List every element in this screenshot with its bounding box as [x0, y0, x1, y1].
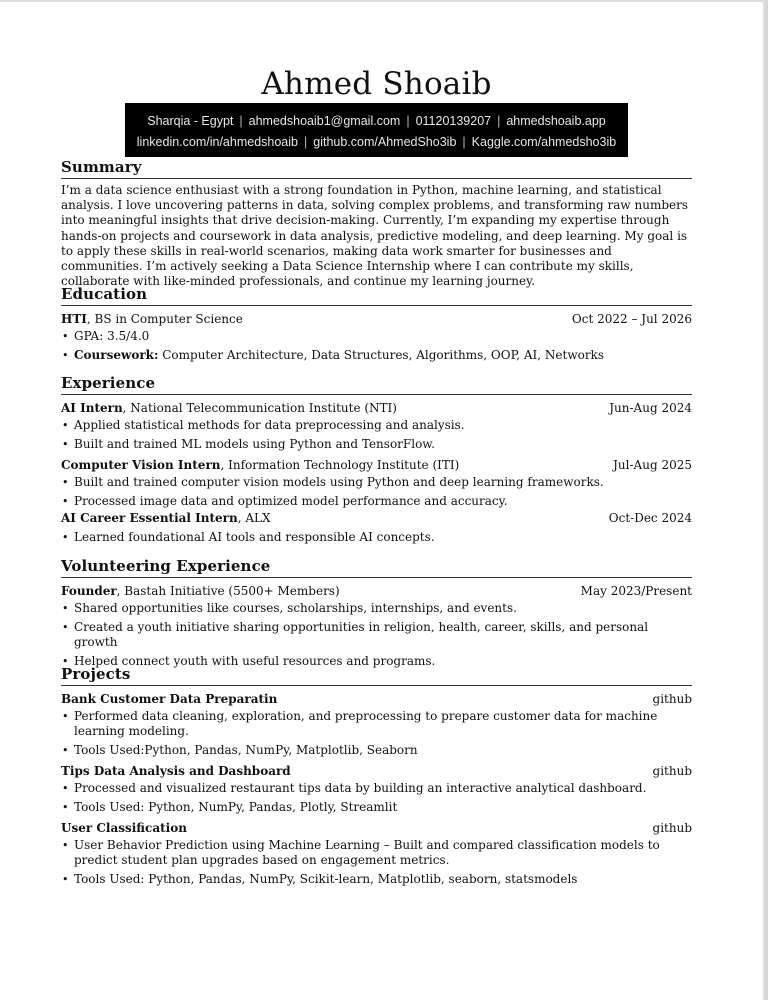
- candidate-name: Ahmed Shoaib: [261, 66, 492, 102]
- list-item: • Created a youth initiative sharing opportunities in religion, health, career, skills, and personal growth: [61, 620, 692, 650]
- summary-section: [61, 157, 692, 289]
- list-item: • Shared opportunities like courses, scholarships, internships, and events.: [61, 601, 692, 616]
- project-entry-header: [61, 819, 692, 838]
- project-bullets: [61, 709, 692, 758]
- list-item: • Helped connect youth with useful resources and programs.: [61, 654, 692, 669]
- experience-bullets: [61, 418, 692, 452]
- experience-entry-header: [61, 456, 692, 475]
- list-item: • Applied statistical methods for data preprocessing and analysis.: [61, 418, 692, 433]
- list-item: • Tools Used: Python, NumPy, Pandas, Plotly, Streamlit: [61, 800, 692, 815]
- degree: , BS in Computer Science: [86, 312, 243, 326]
- date-range: Oct-Dec 2024: [608, 511, 692, 525]
- project-entry-header: [61, 762, 692, 781]
- list-item: • Performed data cleaning, exploration, and preprocessing to prepare customer data for machine learning modeling.: [61, 709, 692, 739]
- contact-row-1: [125, 111, 628, 132]
- github-link[interactable]: github.com/AhmedSho3ib: [313, 135, 457, 149]
- separator: |: [406, 114, 410, 128]
- projects-section: [61, 664, 692, 891]
- phone-text: 01120139207: [415, 114, 492, 128]
- education-section: [61, 284, 692, 367]
- job-role: AI Intern: [61, 401, 123, 415]
- job-org: , National Telecommunication Institute (NTI): [122, 401, 397, 415]
- experience-entry-header: [61, 510, 692, 527]
- kaggle-link[interactable]: Kaggle.com/ahmedsho3ib: [471, 135, 617, 149]
- job-org: , Information Technology Institute (ITI): [220, 458, 460, 472]
- date-range: Jul-Aug 2025: [613, 458, 692, 472]
- separator: |: [304, 135, 308, 149]
- list-item: • Built and trained computer vision models using Python and deep learning frameworks.: [61, 475, 692, 490]
- website-link[interactable]: ahmedshoaib.app: [506, 114, 606, 128]
- experience-bullets: [61, 475, 692, 509]
- section-title: Volunteering Experience: [61, 556, 692, 578]
- date-range: Jun-Aug 2024: [609, 401, 692, 415]
- school-name: HTI: [61, 312, 87, 326]
- separator: |: [239, 114, 243, 128]
- list-item: • Tools Used: Python, Pandas, NumPy, Scikit-learn, Matplotlib, seaborn, statsmodels: [61, 872, 692, 887]
- project-name: Tips Data Analysis and Dashboard: [61, 764, 291, 778]
- job-org: , ALX: [237, 511, 271, 525]
- project-entry-header: [61, 690, 692, 709]
- list-item: • GPA: 3.5/4.0: [61, 329, 692, 344]
- section-title: Experience: [61, 373, 692, 395]
- section-title: Projects: [61, 664, 692, 686]
- email-link[interactable]: ahmedshoaib1@gmail.com: [248, 114, 401, 128]
- project-github-link[interactable]: github: [652, 764, 692, 778]
- project-github-link[interactable]: github: [652, 692, 692, 706]
- section-title: Education: [61, 284, 692, 306]
- list-item: • Coursework: Computer Architecture, Data Structures, Algorithms, OOP, AI, Networks: [61, 348, 692, 363]
- contact-banner: [125, 103, 628, 157]
- list-item: • Tools Used:Python, Pandas, NumPy, Matplotlib, Seaborn: [61, 743, 692, 758]
- page-top-border: [0, 0, 768, 2]
- project-bullets: [61, 781, 692, 815]
- job-role: Computer Vision Intern: [61, 458, 221, 472]
- list-item: • Learned foundational AI tools and responsible AI concepts.: [61, 530, 692, 545]
- volunteering-entry-header: [61, 582, 692, 601]
- section-title: Summary: [61, 157, 692, 179]
- education-bullets: [61, 329, 692, 363]
- project-name: Bank Customer Data Preparatin: [61, 692, 278, 706]
- location-text: Sharqia - Egypt: [147, 114, 234, 128]
- experience-bullets: [61, 530, 692, 545]
- separator: |: [462, 135, 466, 149]
- project-bullets: [61, 838, 692, 887]
- list-item: • Built and trained ML models using Python and TensorFlow.: [61, 437, 692, 452]
- list-item: • User Behavior Prediction using Machine Learning – Built and compared classification models to predict student plan upgrades based on engagement metrics.: [61, 838, 692, 868]
- list-item: • Processed and visualized restaurant tips data by building an interactive analytical dashboard.: [61, 781, 692, 796]
- project-github-link[interactable]: github: [652, 821, 692, 835]
- volunteer-org: , Bastah Initiative (5500+ Members): [116, 584, 340, 598]
- linkedin-link[interactable]: linkedin.com/in/ahmedshoaib: [136, 135, 298, 149]
- experience-section: [61, 373, 692, 549]
- project-name: User Classification: [61, 821, 187, 835]
- separator: |: [497, 114, 501, 128]
- volunteering-bullets: [61, 601, 692, 669]
- list-item: • Processed image data and optimized model performance and accuracy.: [61, 494, 692, 509]
- contact-row-2: [125, 132, 628, 153]
- date-range: May 2023/Present: [580, 584, 692, 598]
- experience-entry-header: [61, 399, 692, 418]
- volunteering-section: [61, 556, 692, 673]
- summary-text: I’m a data science enthusiast with a strong foundation in Python, machine learning, and statistical analysis. I love uncovering patterns in data, solving complex problems, and transforming raw numbers into meaningful insights that drive decision-making. Currently, I’m expanding my expertise through hands-on projects and coursework in data analysis, predictive modeling, and deep learning. My goal is to apply these skills in real-world scenarios, making data work smarter for businesses and communities. I’m actively seeking a Data Science Internship where I can contribute my skills, collaborate with like-minded professionals, and continue my learning journey.: [61, 183, 689, 289]
- page-right-border: [763, 0, 768, 1000]
- date-range: Oct 2022 – Jul 2026: [571, 312, 692, 326]
- volunteer-role: Founder: [61, 584, 117, 598]
- education-entry-header: [61, 310, 692, 329]
- job-role: AI Career Essential Intern: [61, 511, 238, 525]
